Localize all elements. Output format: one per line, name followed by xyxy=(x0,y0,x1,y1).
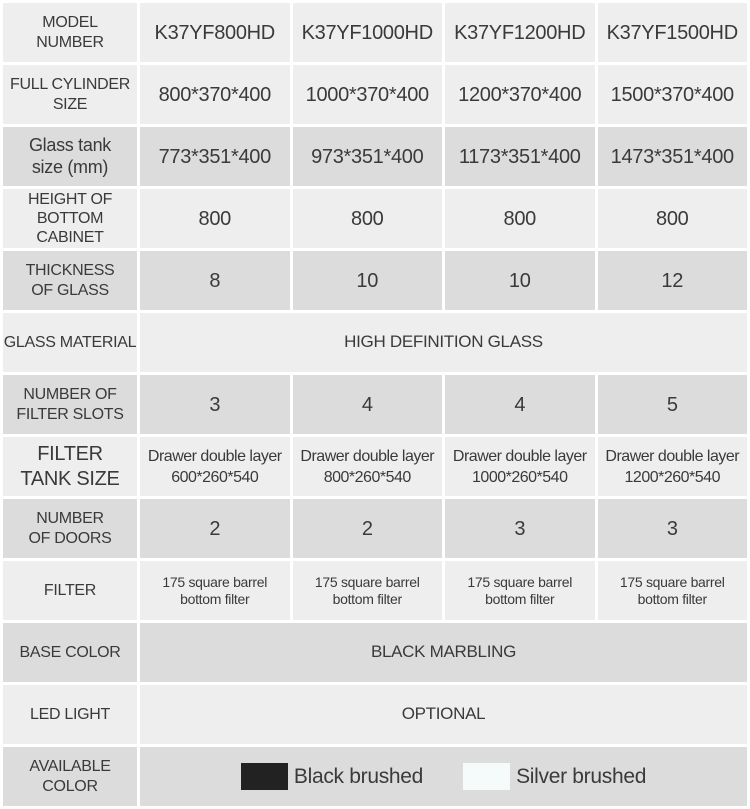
color-option-silver xyxy=(463,763,646,790)
filter-tank-size-value xyxy=(293,437,443,496)
cabinet-height-value: 800 xyxy=(293,189,443,248)
filter-value: 175 square barrel bottom filter xyxy=(445,561,595,620)
color-swatches xyxy=(140,763,747,790)
color-option-black xyxy=(241,763,423,790)
cabinet-height-value: 800 xyxy=(598,189,748,248)
filter-tank-size-label: FILTER TANK SIZE xyxy=(3,437,137,496)
cylinder-size-value: 1000*370*400 xyxy=(293,65,443,124)
row-filter xyxy=(3,561,747,620)
row-base-color xyxy=(3,623,747,682)
filter-tank-dim: 1000*260*540 xyxy=(472,468,568,486)
row-available-color xyxy=(3,747,747,806)
filter-tank-type: Drawer double layer xyxy=(147,447,282,465)
glass-thickness-value: 10 xyxy=(445,251,595,310)
row-led-light xyxy=(3,685,747,744)
available-color-label: AVAILABLE COLOR xyxy=(3,747,137,806)
glass-tank-size-value: 773*351*400 xyxy=(140,127,290,186)
cabinet-height-value: 800 xyxy=(445,189,595,248)
model-1200: K37YF1200HD xyxy=(445,3,595,62)
available-color-value xyxy=(140,747,747,806)
glass-thickness-value: 8 xyxy=(140,251,290,310)
row-glass-tank-size xyxy=(3,127,747,186)
black-brushed-label: Black brushed xyxy=(293,764,424,788)
glass-tank-size-label: Glass tank size (mm) xyxy=(3,127,137,186)
filter-tank-type: Drawer double layer xyxy=(300,447,435,465)
silver-brushed-swatch xyxy=(463,763,510,790)
filter-value: 175 square barrel bottom filter xyxy=(140,561,290,620)
filter-slots-value: 5 xyxy=(598,375,748,434)
door-count-value: 3 xyxy=(598,499,748,558)
cylinder-size-label: FULL CYLINDER SIZE xyxy=(3,65,137,124)
led-light-label: LED LIGHT xyxy=(3,685,137,744)
model-1500: K37YF1500HD xyxy=(598,3,748,62)
filter-slots-value: 4 xyxy=(293,375,443,434)
row-glass-thickness xyxy=(3,251,747,310)
filter-label: FILTER xyxy=(3,561,137,620)
glass-tank-size-value: 1473*351*400 xyxy=(598,127,748,186)
model-800: K37YF800HD xyxy=(140,3,290,62)
filter-tank-size-value xyxy=(140,437,290,496)
cylinder-size-value: 1200*370*400 xyxy=(445,65,595,124)
silver-brushed-label: Silver brushed xyxy=(516,764,647,788)
filter-value: 175 square barrel bottom filter xyxy=(293,561,443,620)
filter-tank-type: Drawer double layer xyxy=(605,447,740,465)
glass-thickness-label: THICKNESS OF GLASS xyxy=(3,251,137,310)
row-cabinet-height xyxy=(3,189,747,248)
row-cylinder-size xyxy=(3,65,747,124)
filter-value: 175 square barrel bottom filter xyxy=(598,561,748,620)
glass-material-value: HIGH DEFINITION GLASS xyxy=(140,313,747,372)
filter-tank-dim: 800*260*540 xyxy=(323,468,411,486)
base-color-value: BLACK MARBLING xyxy=(140,623,747,682)
row-filter-slots xyxy=(3,375,747,434)
glass-tank-size-value: 973*351*400 xyxy=(293,127,443,186)
row-model-number xyxy=(3,3,747,62)
glass-material-label: GLASS MATERIAL xyxy=(3,313,137,372)
filter-tank-size-value xyxy=(598,437,748,496)
glass-thickness-value: 10 xyxy=(293,251,443,310)
door-count-value: 3 xyxy=(445,499,595,558)
filter-tank-type: Drawer double layer xyxy=(452,447,587,465)
filter-slots-value: 3 xyxy=(140,375,290,434)
model-number-label: MODEL NUMBER xyxy=(3,3,137,62)
cylinder-size-value: 800*370*400 xyxy=(140,65,290,124)
filter-tank-dim: 600*260*540 xyxy=(171,468,259,486)
row-door-count xyxy=(3,499,747,558)
door-count-value: 2 xyxy=(293,499,443,558)
cylinder-size-value: 1500*370*400 xyxy=(598,65,748,124)
base-color-label: BASE COLOR xyxy=(3,623,137,682)
filter-tank-dim: 1200*260*540 xyxy=(624,468,720,486)
black-brushed-swatch xyxy=(241,763,288,790)
filter-tank-size-value xyxy=(445,437,595,496)
filter-slots-label: NUMBER OF FILTER SLOTS xyxy=(3,375,137,434)
door-count-label: NUMBER OF DOORS xyxy=(3,499,137,558)
door-count-value: 2 xyxy=(140,499,290,558)
row-glass-material xyxy=(3,313,747,372)
row-filter-tank-size xyxy=(3,437,747,496)
cabinet-height-value: 800 xyxy=(140,189,290,248)
filter-slots-value: 4 xyxy=(445,375,595,434)
glass-thickness-value: 12 xyxy=(598,251,748,310)
led-light-value: OPTIONAL xyxy=(140,685,747,744)
cabinet-height-label: HEIGHT OF BOTTOM CABINET xyxy=(3,189,137,248)
model-1000: K37YF1000HD xyxy=(293,3,443,62)
glass-tank-size-value: 1173*351*400 xyxy=(445,127,595,186)
